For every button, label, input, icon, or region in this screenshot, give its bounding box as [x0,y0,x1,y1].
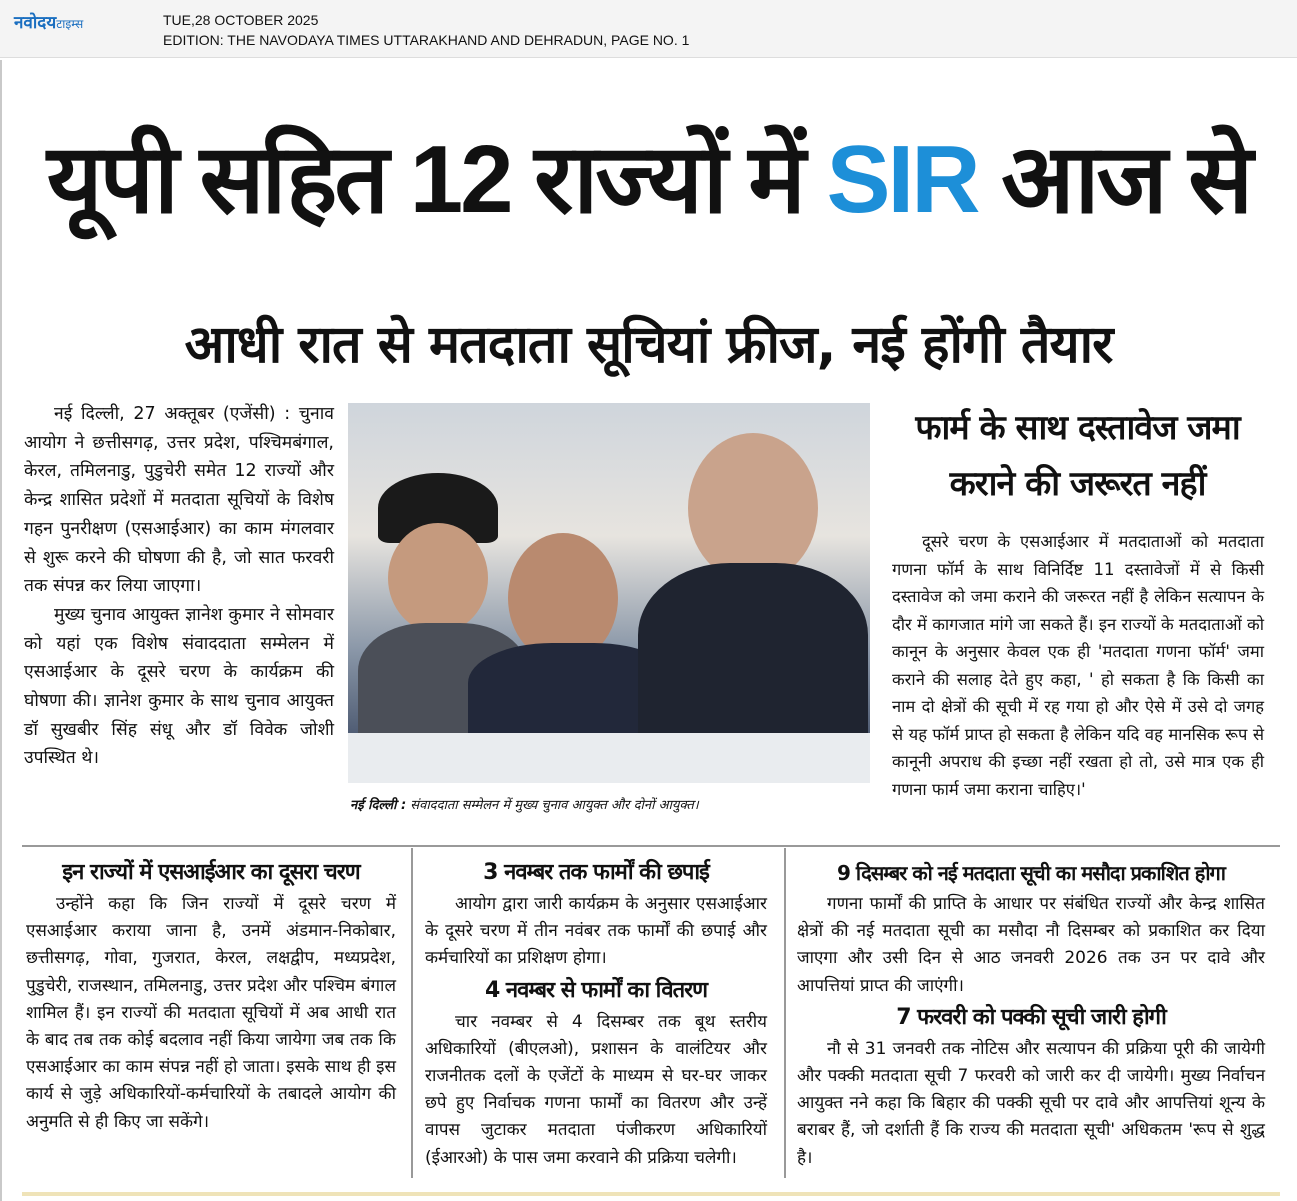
edition-name: EDITION: THE NAVODAYA TIMES UTTARAKHAND AND DEHRADUN, PAGE NO. 1 [163,32,690,48]
headline-sir: SIR [826,126,978,233]
lead-paragraph-1: नई दिल्ली, 27 अक्तूबर (एजेंसी) : चुनाव आयोग ने छत्तीसगढ़, उत्तर प्रदेश, पश्चिमबंगाल, केरल, तमिलनाडु, पुडुचेरी समेत 12 राज्यों और केन्द्र शासित प्रदेशों में मतदाता सूचियों के विशेष गहन पुनरीक्षण (एसआईआर) का काम मंगलवार से शुरू करने की घोषणा की है, जो सात फरवरी तक संपन्न कर लिया जाएगा। [24,404,334,597]
section-text: आयोग द्वारा जारी कार्यक्रम के अनुसार एसआईआर के दूसरे चरण में तीन नवंबर तक फार्मों की छपाई और कर्मचारियों का प्रशिक्षण होगा। [425,894,767,969]
edition-info [163,10,1263,50]
lead-paragraph-2: मुख्य चुनाव आयुक्त ज्ञानेश कुमार ने सोमवार को यहां एक विशेष संवाददाता सम्मेलन में एसआईआर के दूसरे चरण के कार्यक्रम की घोषणा की। ज्ञानेश कुमार के साथ चुनाव आयुक्त डॉ सुखबीर सिंह संधू और डॉ विवेक जोशी उपस्थित थे। [24,604,334,769]
section-text: गणना फार्मों की प्राप्ति के आधार पर संबंधित राज्यों और केन्द्र शासित क्षेत्रों की नई मतदाता सूची का मसौदा नौ दिसम्बर को प्रकाशित कर दिया जाएगा और उसी दिन से आठ जनवरी 2026 तक उन पर दावे और आपत्तियां प्राप्त की जाएंगी। [797,894,1265,996]
section-heading: 9 दिसम्बर को नई मतदाता सूची का मसौदा प्रकाशित होगा [837,861,1225,885]
section-states [26,855,396,1136]
headline-part1: यूपी सहित 12 राज्यों में [46,126,827,233]
page-footer-bar [22,1192,1280,1196]
caption-text: संवाददाता सम्मेलन में मुख्य चुनाव आयुक्त और दोनों आयुक्त। [406,798,699,813]
headline-part2: आज से [977,126,1251,233]
logo-text: नवोदय [14,13,57,33]
column-divider [411,848,413,1178]
section-heading: 3 नवम्बर तक फार्मों की छपाई [483,860,709,885]
section-heading: 7 फरवरी को पक्की सूची जारी होगी [896,1004,1166,1030]
logo-subtext: टाइम्स [56,17,84,31]
caption-place: नई दिल्ली : [350,798,407,813]
main-headline [20,95,1277,265]
newspaper-logo[interactable] [14,10,83,33]
lead-article [24,400,334,773]
edition-date: TUE,28 OCTOBER 2025 [163,12,319,28]
sub-headline: आधी रात से मतदाता सूचियां फ्रीज, नई होंगी तैयार [184,315,1113,375]
section-heading: इन राज्यों में एसआईआर का दूसरा चरण [62,860,360,885]
sidebar-text: दूसरे चरण के एसआईआर में मतदाताओं को मतदाता गणना फॉर्म के साथ विनिर्दिष्ट 11 दस्तावेजों में से किसी दस्तावेज को जमा कराने की जरूरत नहीं है लेकिन सत्यापन के दौर में कागजात मांगे जा सकते हैं। इन राज्यों के मतदाताओं को कानून के अनुसार केवल एक ही 'मतदाता गणना फॉर्म' जमा कराने की सलाह देते हुए कहा, ' हो सकता है कि किसी का नाम दो क्षेत्रों की सूची में रह गया हो और ऐसे में उसे दो जगह से यह फॉर्म प्राप्त हो सकता है लेकिन यदि वह मानसिक रूप से कानूनी अपराध की इच्छा नहीं रखता हो तो, उसे मात्र एक ही गणना फार्म जमा कराना चाहिए।' [892,532,1264,799]
page-header [0,0,1297,58]
photo-caption [350,797,870,815]
section-text: उन्होंने कहा कि जिन राज्यों में दूसरे चरण में एसआईआर कराया जाना है, उनमें अंडमान-निकोबार, छत्तीसगढ़, गोवा, गुजरात, केरल, लक्षद्वीप, मध्यप्रदेश, पुडुचेरी, राजस्थान, तमिलनाडु, उत्तर प्रदेश और पश्चिम बंगाल शामिल हैं। इन राज्यों की मतदाता सूचियों में अब आधी रात के बाद तब तक कोई बदलाव नहीं किया जायेगा जब तक कि एसआईआर का काम संपन्न नहीं हो जाता। इसके साथ ही इस कार्य से जुड़े अधिकारियों-कर्मचारियों के तबादले आयोग की अनुमति से ही किए जा सकेंगे। [26,894,396,1132]
section-text: चार नवम्बर से 4 दिसम्बर तक बूथ स्तरीय अधिकारियों (बीएलओ), प्रशासन के वालंटियर और राजनीतक दलों के एजेंटों के माध्यम से घर-घर जाकर छपे हुए निर्वाचक गणना फार्मों का वितरण और उन्हें वापस जुटाकर मतदाता पंजीकरण अधिकारियों (ईआरओ) के पास जमा करवाने की प्रक्रिया चलेगी। [425,1011,767,1168]
section-draft-final [797,855,1265,1172]
section-printing-distribution [425,855,767,1172]
press-conference-photo [348,403,870,783]
column-divider [784,848,786,1178]
section-heading: 4 नवम्बर से फार्मों का वितरण [484,977,708,1003]
section-text: नौ से 31 जनवरी तक नोटिस और सत्यापन की प्रक्रिया पूरी की जायेगी और पक्की मतदाता सूची 7 फरवरी को जारी कर दी जायेगी। मुख्य निर्वाचन आयुक्त नने कहा कि बिहार की पक्की सूची पर दावे और आपत्तियां शून्य के बराबर हैं, जो दर्शाती हैं कि राज्य की मतदाता सूची' अधिकतम 'रूप से शुद्ध है। [797,1038,1265,1168]
sidebar-heading: फार्म के साथ दस्तावेज जमा कराने की जरूरत नहीं [915,408,1240,504]
